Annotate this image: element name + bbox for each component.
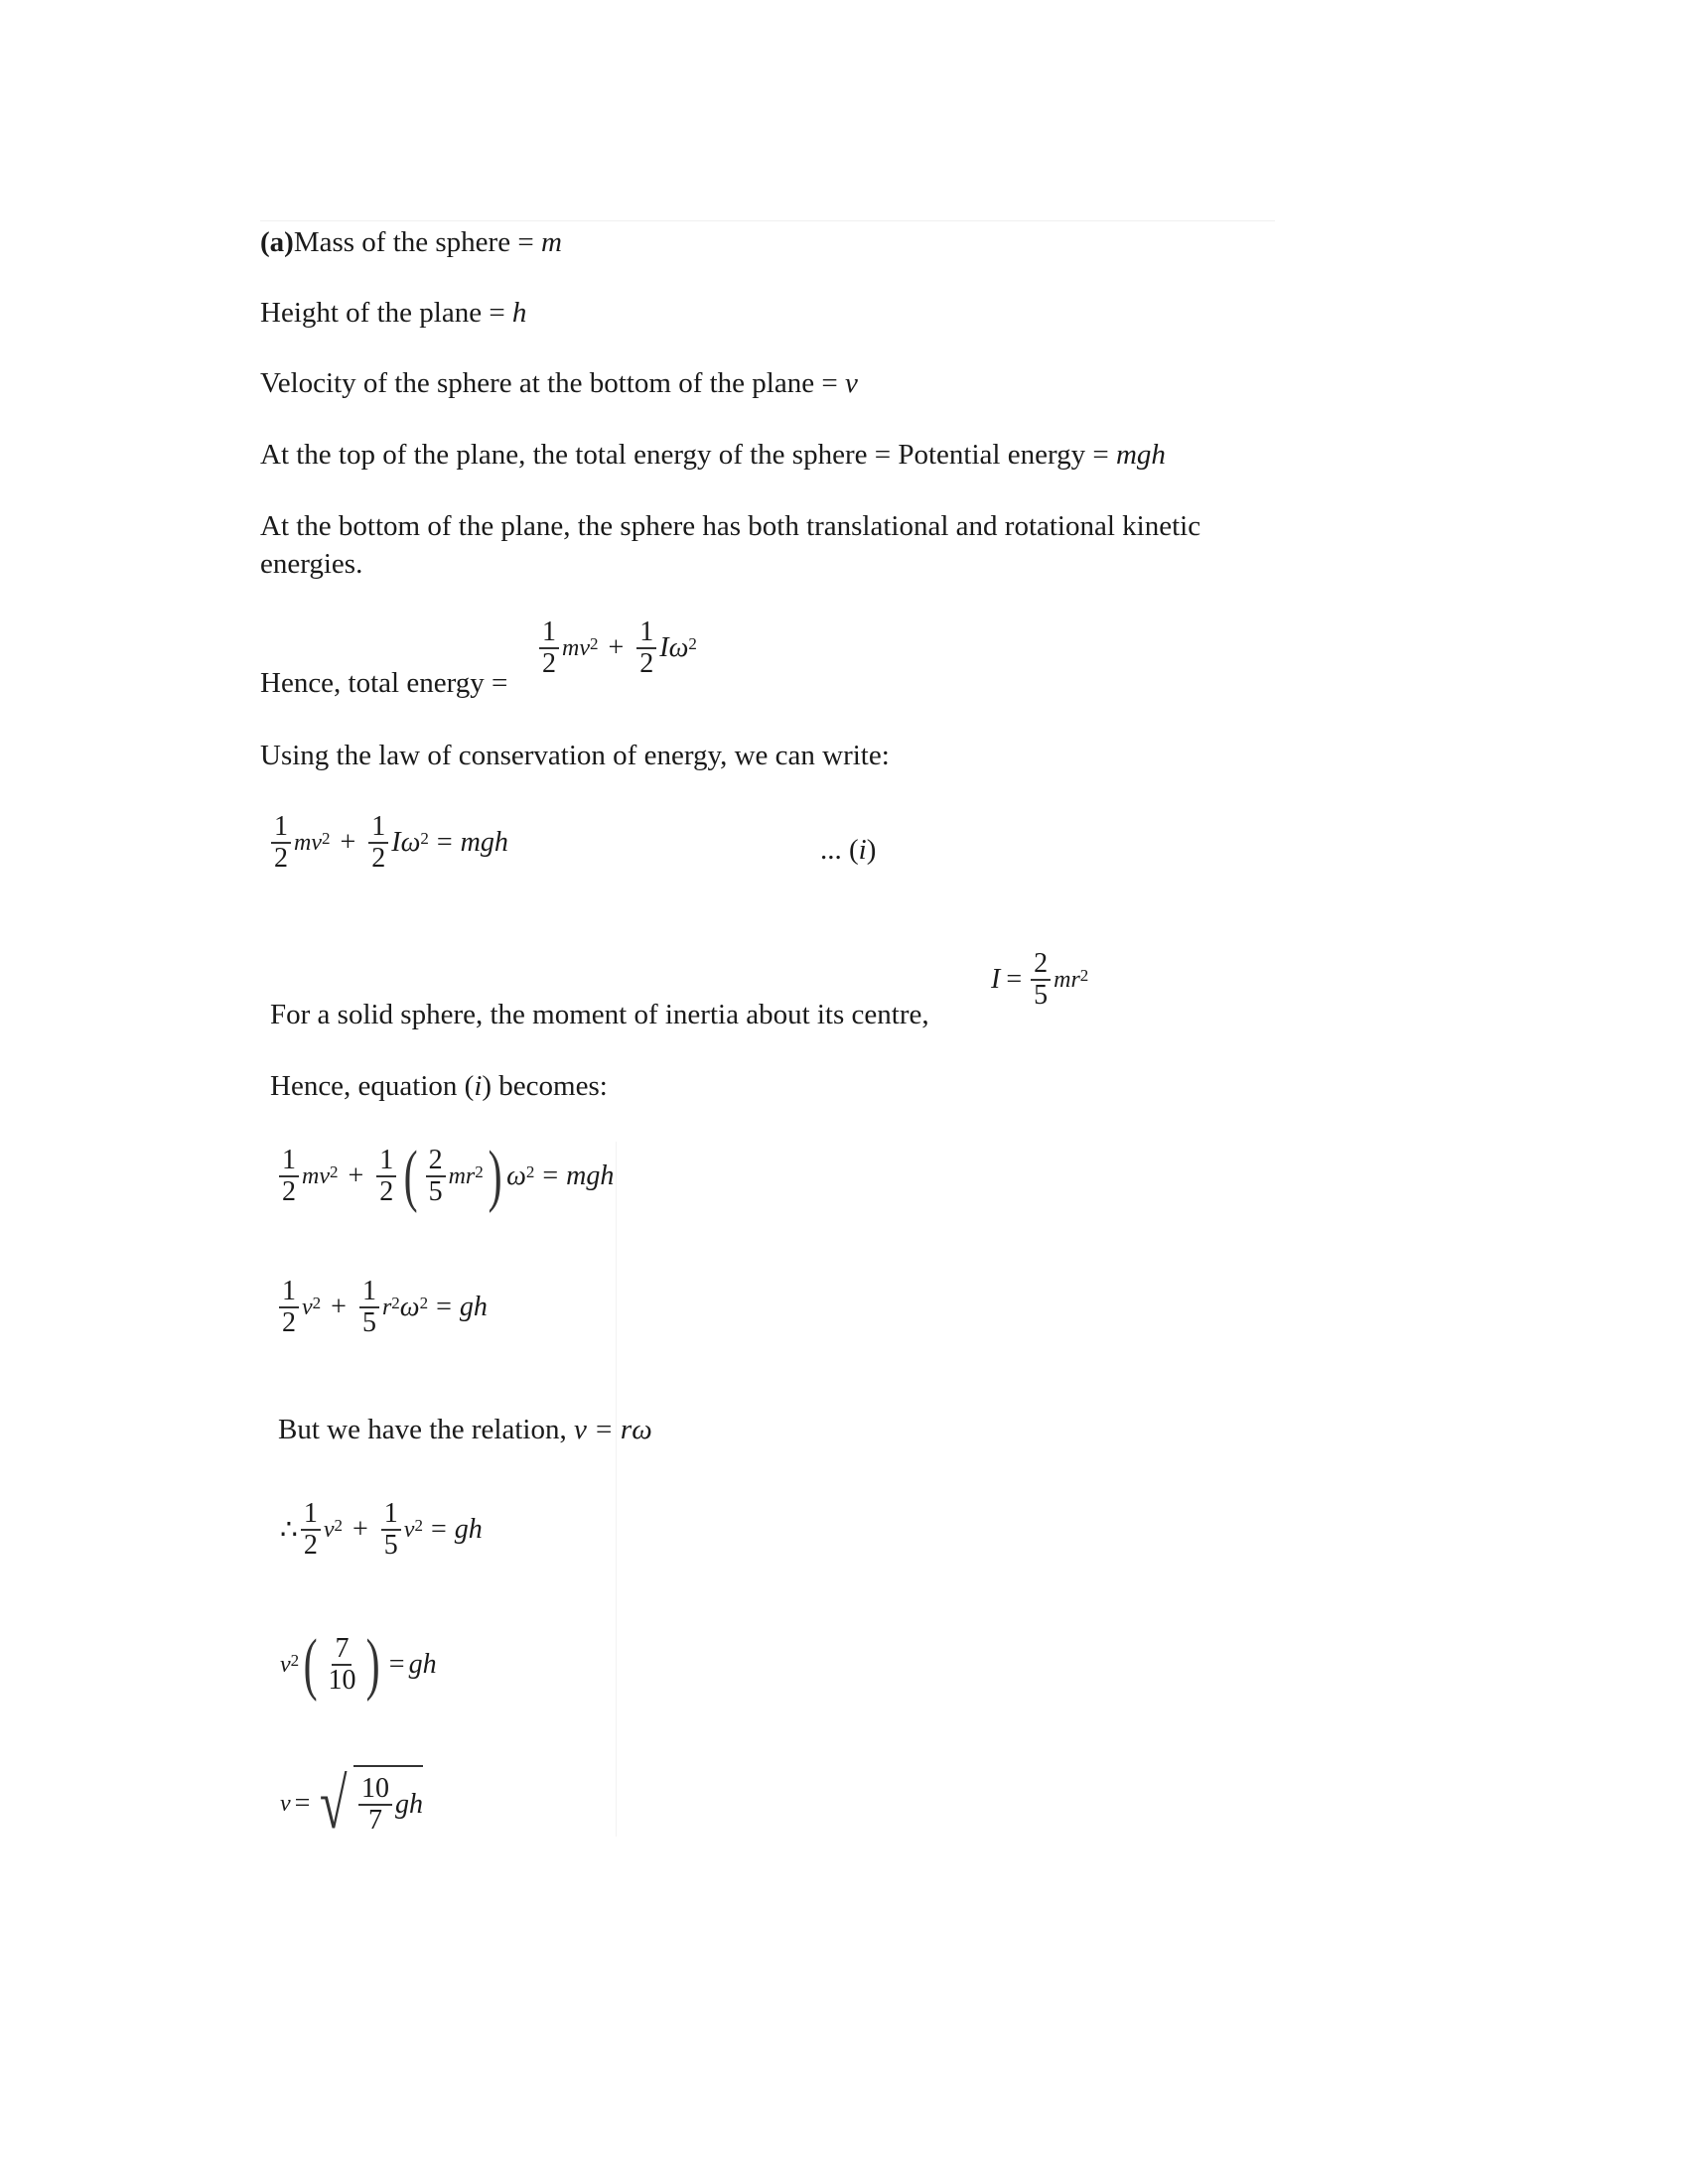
top-energy-var: mgh (1115, 439, 1166, 471)
bottom-energy-line-cont: energies. (260, 548, 363, 580)
header-rule (260, 220, 1275, 221)
square-root: √ $\frac{10}{7}$ gh (320, 1764, 423, 1843)
mass-text: Mass of the sphere = (293, 226, 541, 258)
fraction: $\frac{1}{2}$ (539, 617, 559, 679)
height-line (260, 295, 526, 331)
fraction: $\frac{1}{2}$ (368, 812, 388, 874)
fraction: $\frac{1}{2}$ (636, 617, 656, 679)
total-energy-label: Hence, total energy = (260, 667, 508, 699)
moment-of-inertia-line: For a solid sphere, the moment of inertia about its centre, (270, 999, 929, 1030)
simplified-equation: $\frac{1}{2}$ v $^2$ + $\frac{1}{5}$ r $^2$ ω $^2$ = gh (276, 1277, 488, 1338)
moment-of-inertia-formula: I = $\frac{2}{5}$ mr $^2$ (991, 948, 1089, 1011)
top-energy-line (260, 437, 1166, 473)
equation-label: ... (i) (820, 834, 877, 866)
top-energy-text: At the top of the plane, the total energy of the sphere = Potential energy = (260, 439, 1116, 471)
fraction: $\frac{1}{5}$ (359, 1277, 379, 1338)
fraction: $\frac{2}{5}$ (1031, 949, 1051, 1011)
substituted-equation: $\frac{1}{2}$ mv $^2$ + $\frac{1}{2}$ ( $\frac{2}{5}$ mr $^2$ ) ω $^2$ = mgh (276, 1142, 614, 1211)
velocity-line (260, 365, 858, 401)
fraction: $\frac{1}{2}$ (301, 1499, 321, 1561)
height-var: h (511, 297, 527, 329)
mass-var: m (540, 226, 562, 258)
fraction: $\frac{10}{7}$ (358, 1774, 392, 1836)
bottom-energy-line: At the bottom of the plane, the sphere has both translational and rotational kinetic (260, 510, 1201, 542)
fraction: $\frac{2}{5}$ (426, 1146, 446, 1207)
equation-becomes-line: Hence, equation (i) becomes: (270, 1070, 608, 1102)
velocity-text: Velocity of the sphere at the bottom of the plane = (260, 367, 845, 399)
total-energy-expression: $\frac{1}{2}$ mv $^2$ + $\frac{1}{2}$ Iω $^2$ (536, 617, 697, 679)
mass-line (260, 224, 562, 260)
height-text: Height of the plane = (260, 297, 512, 329)
fraction: $\frac{1}{2}$ (271, 812, 291, 874)
conservation-line: Using the law of conservation of energy, we can write: (260, 740, 890, 771)
fraction: $\frac{7}{10}$ (328, 1633, 356, 1696)
velocity-var: v (844, 367, 858, 399)
combined-equation: v $^2$ ( $\frac{7}{10}$ ) = gh (280, 1626, 437, 1703)
equation-i: $\frac{1}{2}$ mv $^2$ + $\frac{1}{2}$ Iω $^2$ = mgh (268, 812, 508, 874)
faint-divider (616, 1142, 617, 1837)
part-label: (a) (260, 226, 294, 258)
fraction: $\frac{1}{2}$ (279, 1146, 299, 1207)
relation-line: But we have the relation, v = rω (278, 1414, 652, 1445)
fraction: $\frac{1}{5}$ (381, 1499, 401, 1561)
final-velocity: v = √ $\frac{10}{7}$ gh (280, 1764, 423, 1843)
therefore-equation: ∴ $\frac{1}{2}$ v $^2$ + $\frac{1}{5}$ v $^2$ = gh (280, 1498, 483, 1561)
fraction: $\frac{1}{2}$ (376, 1146, 396, 1207)
fraction: $\frac{1}{2}$ (279, 1277, 299, 1338)
